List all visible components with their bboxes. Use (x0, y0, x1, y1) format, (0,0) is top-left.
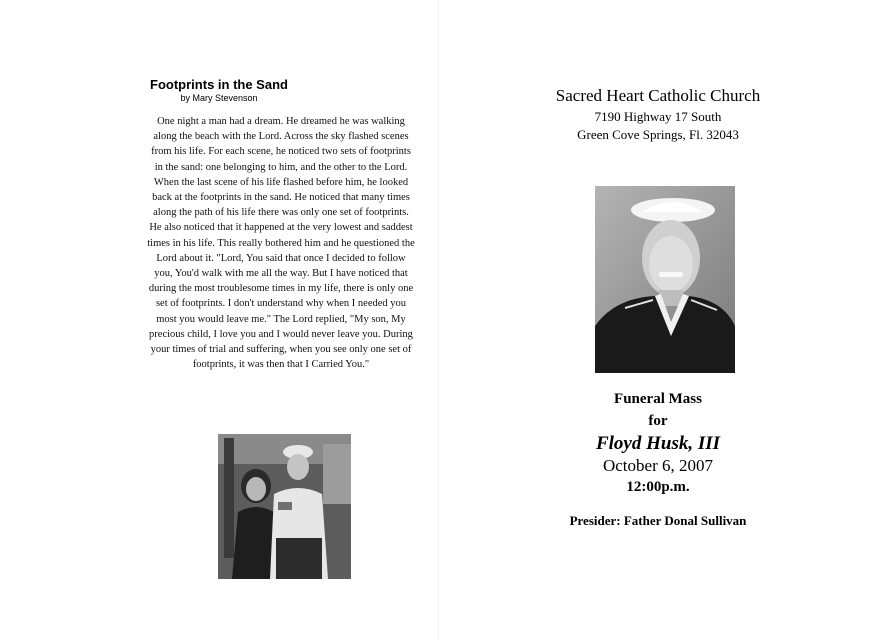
service-title: Funeral Mass (614, 391, 702, 407)
church-address-line2: Green Cove Springs, Fl. 32043 (577, 127, 739, 142)
sailor-portrait (595, 186, 735, 373)
church-address-line1: 7190 Highway 17 South (594, 109, 722, 124)
couple-photo (218, 434, 351, 579)
poem-title: Footprints in the Sand (150, 77, 288, 92)
service-date: October 6, 2007 (602, 456, 713, 475)
service-time: 12:00p.m. (626, 479, 690, 495)
left-panel (0, 0, 438, 640)
poem-text: One night a man had a dream. He dreamed he was walking along the beach with the Lord. Across the sky flashed scenes from his life. For each scene, he noticed two sets of footprints in the sand: one belonging to him, and the other to the Lord. When the last scene of his life flashed before him, he looked back at the footprints in the sand. He noticed that many times along the path of his life there was only one set of footprints. He also noticed that it happened at the very lowest and saddest times in his life. This really bothered him and he questioned the Lord about it. "Lord, You said that once I decided to follow you, You'd walk with me all the way. But I have noticed that during the most troublesome times in my life, there is only one set of footprints. I don't understand why when I needed you most you would leave me." The Lord replied, "My son, My precious child, I love you and I would never leave you. During your times of trial and suffering, when you see only one set of footprints, it was then that I Carried You." (147, 116, 415, 371)
poem-author: by Mary Stevenson (180, 93, 258, 103)
church-name: Sacred Heart Catholic Church (555, 86, 761, 105)
service-for: for (648, 413, 668, 429)
deceased-name: Floyd Husk, III (595, 433, 721, 454)
couple-photo-image (218, 434, 351, 579)
presider: Presider: Father Donal Sullivan (569, 513, 747, 528)
sailor-portrait-image (595, 186, 735, 373)
